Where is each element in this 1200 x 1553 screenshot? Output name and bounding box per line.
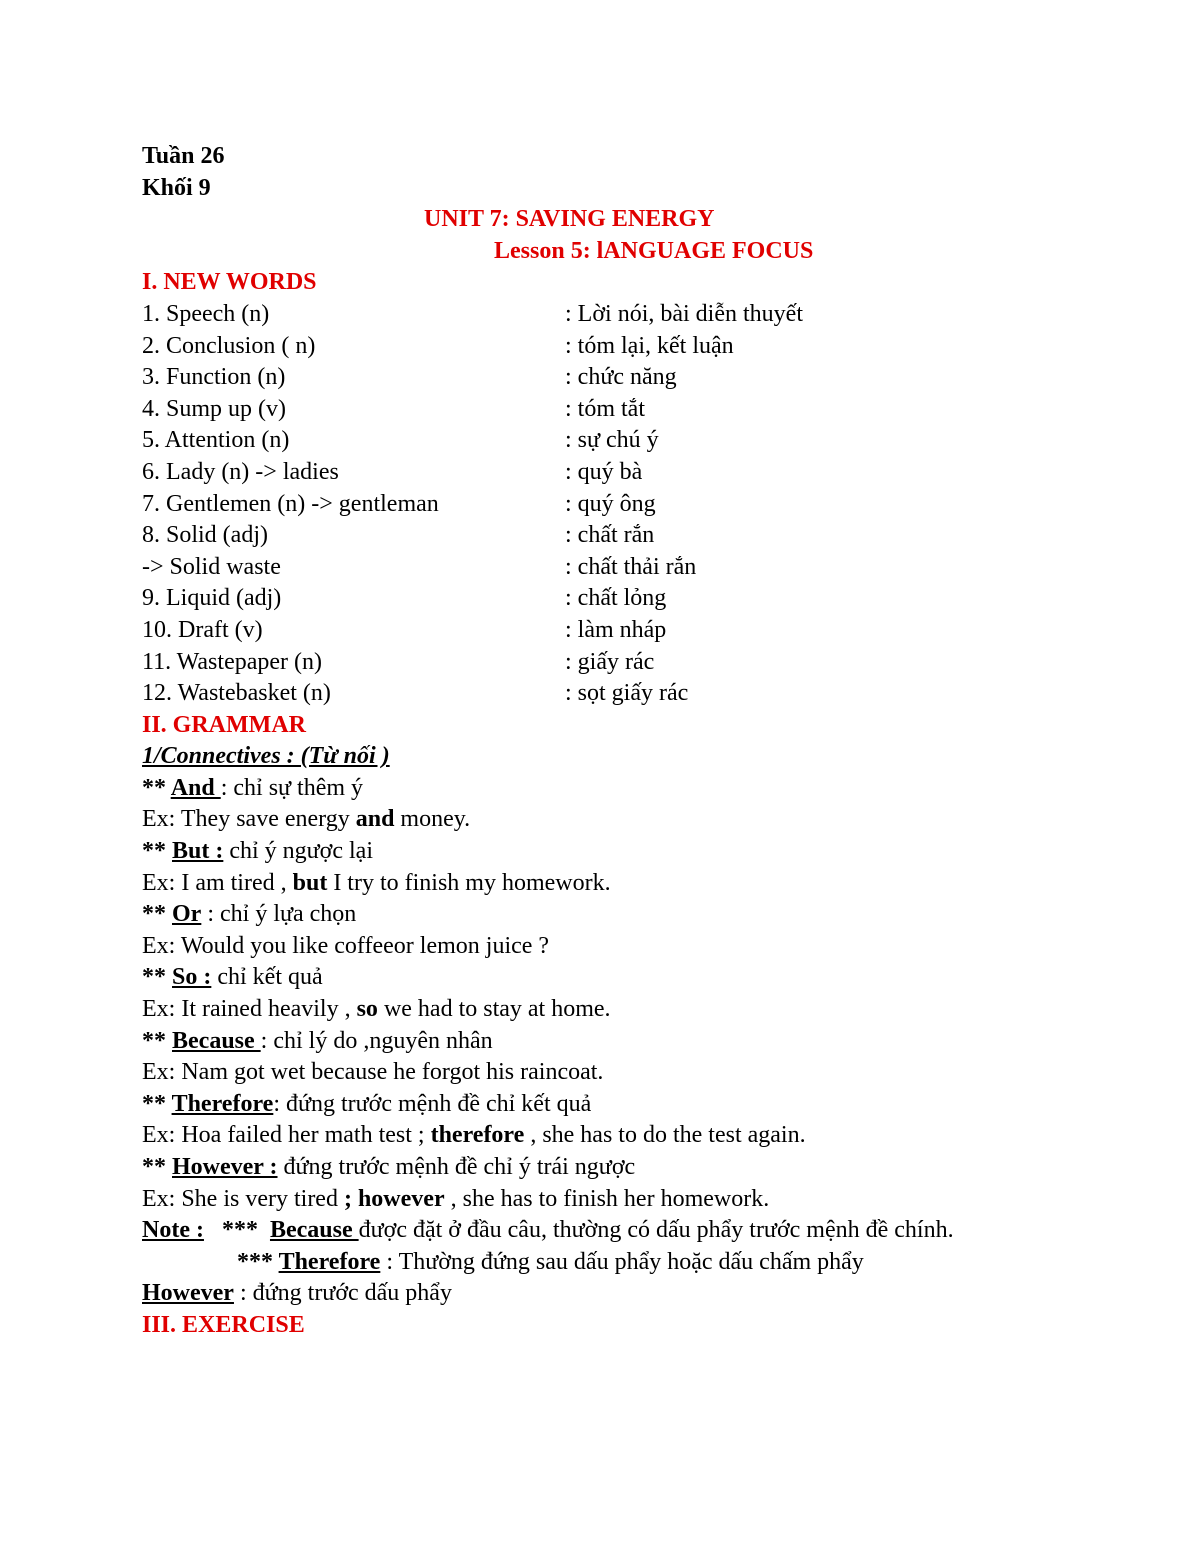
example-text: I try to finish my homework. bbox=[327, 869, 611, 896]
word-english: 11. Wastepaper (n) bbox=[142, 648, 322, 675]
word-english: 8. Solid (adj) bbox=[142, 522, 268, 549]
word-vietnamese: : chức năng bbox=[565, 364, 677, 391]
word-english: 9. Liquid (adj) bbox=[142, 585, 282, 612]
stars: ** bbox=[142, 838, 172, 865]
example-keyword: ; however bbox=[343, 1185, 445, 1212]
word-english: 7. Gentlemen (n) -> gentleman bbox=[142, 490, 439, 517]
word-row bbox=[142, 331, 1042, 363]
example-or bbox=[142, 931, 1042, 963]
section-new-words-heading: I. NEW WORDS bbox=[142, 269, 317, 296]
connectives-subheading: 1/Connectives : (Từ nối ) bbox=[142, 743, 390, 770]
connective-desc: đứng trước mệnh đề chỉ ý trái ngược bbox=[277, 1154, 636, 1180]
connective-therefore bbox=[142, 1089, 1042, 1121]
note-term: However bbox=[142, 1280, 234, 1307]
note-text: : đứng trước dấu phẩy bbox=[233, 1280, 452, 1307]
connective-however bbox=[142, 1152, 1042, 1184]
stars: *** bbox=[203, 1217, 270, 1244]
word-row bbox=[142, 457, 1042, 489]
grade-label: Khối 9 bbox=[142, 174, 211, 201]
connective-desc: : đứng trước mệnh đề chỉ kết quả bbox=[273, 1090, 592, 1117]
connective-desc: chỉ ý ngược lại bbox=[223, 838, 374, 865]
example-text: we had to stay at home. bbox=[377, 996, 611, 1023]
note-text: được đặt ở đầu câu, thường có dấu phẩy trước mệnh đề chính. bbox=[358, 1217, 954, 1244]
word-vietnamese: : làm nháp bbox=[565, 616, 667, 643]
note-term: Because bbox=[269, 1217, 359, 1244]
word-row bbox=[142, 489, 1042, 521]
unit-title: UNIT 7: SAVING ENERGY bbox=[424, 206, 715, 233]
note-label: Note : bbox=[142, 1217, 204, 1244]
word-vietnamese: : chất lỏng bbox=[565, 585, 667, 612]
word-vietnamese: : quý ông bbox=[565, 490, 656, 517]
word-row bbox=[142, 615, 1042, 647]
word-row bbox=[142, 394, 1042, 426]
example-text: Ex: She is very tired bbox=[142, 1185, 344, 1212]
note-text: : Thường đứng sau dấu phẩy hoặc dấu chấm phẩy bbox=[380, 1248, 864, 1275]
connective-desc: chỉ kết quả bbox=[211, 964, 323, 991]
note-paragraph bbox=[142, 1215, 1042, 1247]
word-vietnamese: : sọt giấy rác bbox=[565, 680, 689, 707]
example-text: Ex: It rained heavily , bbox=[142, 996, 357, 1023]
word-row bbox=[142, 520, 1042, 552]
word-row bbox=[142, 583, 1042, 615]
connective-but bbox=[142, 836, 1042, 868]
example-text: , she has to do the test again. bbox=[524, 1122, 806, 1149]
example-however bbox=[142, 1184, 1042, 1216]
connective-and bbox=[142, 773, 1042, 805]
connective-term: And bbox=[170, 774, 221, 801]
example-text: lemon juice ? bbox=[419, 932, 550, 959]
connective-desc: : chỉ sự thêm ý bbox=[220, 774, 364, 801]
example-text: Ex: Would you like coffeeor bbox=[142, 932, 420, 959]
example-so bbox=[142, 994, 1042, 1026]
word-row bbox=[142, 552, 1042, 584]
example-and bbox=[142, 804, 1042, 836]
note-however bbox=[142, 1278, 1042, 1310]
lesson-title: Lesson 5: lANGUAGE FOCUS bbox=[494, 237, 814, 264]
word-english: 12. Wastebasket (n) bbox=[142, 680, 331, 707]
document-page bbox=[142, 141, 1042, 1342]
word-english: 5. Attention (n) bbox=[142, 427, 290, 454]
example-keyword: so bbox=[356, 996, 378, 1023]
word-row bbox=[142, 678, 1042, 710]
word-english: 1. Speech (n) bbox=[142, 300, 270, 327]
section-exercise-heading: III. EXERCISE bbox=[142, 1311, 305, 1338]
example-keyword: therefore bbox=[430, 1122, 525, 1149]
example-therefore bbox=[142, 1120, 1042, 1152]
note-therefore bbox=[142, 1247, 1042, 1279]
connective-term: However : bbox=[172, 1154, 278, 1180]
word-english: 4. Sump up (v) bbox=[142, 395, 286, 422]
word-vietnamese: : chất thải rắn bbox=[565, 553, 697, 580]
word-row bbox=[142, 299, 1042, 331]
connective-so bbox=[142, 962, 1042, 994]
example-text: Ex: I am tired , bbox=[142, 869, 293, 896]
connective-or bbox=[142, 899, 1042, 931]
word-row bbox=[142, 362, 1042, 394]
stars: ** bbox=[142, 774, 171, 801]
word-english: -> Solid waste bbox=[142, 553, 281, 580]
section-grammar-heading: II. GRAMMAR bbox=[142, 711, 306, 738]
word-row bbox=[142, 425, 1042, 457]
connective-term: So : bbox=[172, 964, 212, 991]
example-text: money. bbox=[394, 806, 471, 833]
note-term: Therefore bbox=[278, 1248, 381, 1275]
stars: ** bbox=[142, 1090, 172, 1117]
example-text: Ex: Hoa failed her math test ; bbox=[142, 1122, 431, 1149]
word-vietnamese: : quý bà bbox=[565, 458, 643, 485]
stars: ** bbox=[142, 901, 172, 928]
connective-term: Or bbox=[172, 901, 202, 928]
connective-desc: : chỉ lý do ,nguyên nhân bbox=[260, 1027, 493, 1054]
stars: ** bbox=[142, 1154, 172, 1180]
word-english: 6. Lady (n) -> ladies bbox=[142, 458, 339, 485]
word-vietnamese: : chất rắn bbox=[565, 522, 655, 549]
word-english: 2. Conclusion ( n) bbox=[142, 332, 316, 359]
word-list bbox=[142, 299, 1042, 710]
connective-desc: : chỉ ý lựa chọn bbox=[201, 901, 357, 928]
word-vietnamese: : sự chú ý bbox=[565, 427, 659, 454]
word-english: 10. Draft (v) bbox=[142, 616, 263, 643]
stars: ** bbox=[142, 964, 172, 991]
connective-because bbox=[142, 1026, 1042, 1058]
example-because: Ex: Nam got wet because he forgot his raincoat. bbox=[142, 1059, 604, 1086]
week-label: Tuần 26 bbox=[142, 143, 225, 169]
example-but bbox=[142, 868, 1042, 900]
example-text: Ex: They save energy bbox=[142, 806, 356, 833]
word-vietnamese: : Lời nói, bài diễn thuyết bbox=[565, 300, 803, 327]
example-keyword: and bbox=[355, 806, 395, 833]
word-vietnamese: : tóm lại, kết luận bbox=[565, 332, 734, 359]
example-text: , she has to finish her homework. bbox=[444, 1185, 770, 1212]
stars: *** bbox=[237, 1248, 279, 1275]
example-keyword: but bbox=[292, 869, 328, 896]
stars: ** bbox=[142, 1027, 172, 1054]
word-row bbox=[142, 647, 1042, 679]
word-english: 3. Function (n) bbox=[142, 364, 286, 391]
connective-term: But : bbox=[172, 838, 224, 865]
word-vietnamese: : giấy rác bbox=[565, 648, 655, 675]
connective-term: Because bbox=[172, 1027, 261, 1054]
connective-term: Therefore bbox=[171, 1090, 274, 1117]
word-vietnamese: : tóm tắt bbox=[565, 395, 645, 422]
